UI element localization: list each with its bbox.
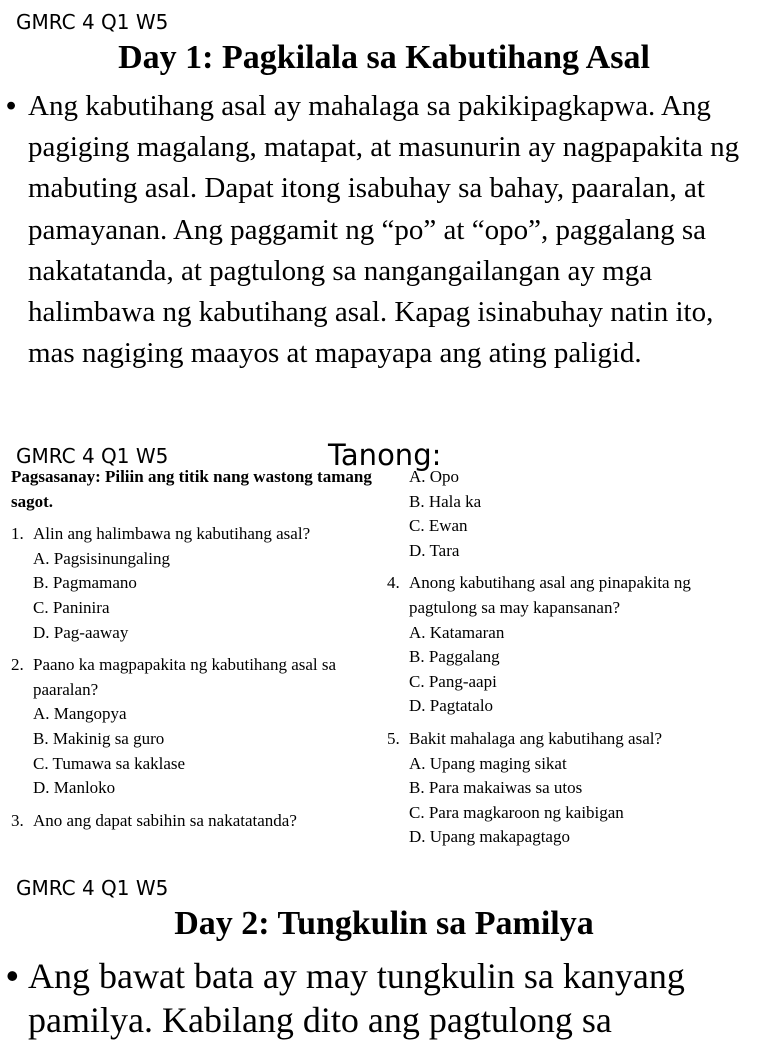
bullet-dot-icon: • xyxy=(6,90,17,122)
question-number: 4. xyxy=(387,573,400,593)
question-number: 1. xyxy=(11,524,24,544)
question-text: Alin ang halimbawa ng kabutihang asal? xyxy=(33,524,311,544)
answer-option: C. Ewan xyxy=(409,516,468,536)
question-3 xyxy=(11,809,381,834)
question-2 xyxy=(11,653,381,801)
slide-3-bullet-text: Ang bawat bata ay may tungkulin sa kanyang pamilya. Kabilang dito ang pagtulong sa xyxy=(28,956,685,1040)
answer-option: A. Opo xyxy=(409,467,460,486)
answer-option: B. Paggalang xyxy=(409,647,500,667)
answer-option: A. Pagsisinungaling xyxy=(33,548,170,568)
bullet-dot-icon: • xyxy=(6,955,19,996)
quiz-right-column xyxy=(387,465,757,858)
answer-option: A. Katamaran xyxy=(409,622,505,642)
answer-option: B. Hala ka xyxy=(409,491,482,511)
question-5 xyxy=(387,727,757,850)
question-3-options xyxy=(387,465,757,563)
slide-1-title: Day 1: Pagkilala sa Kabutihang Asal xyxy=(118,39,650,76)
slide-3-bullet xyxy=(6,954,758,1042)
answer-option: C. Pang-aapi xyxy=(409,671,497,691)
question-text: Paano ka magpapakita ng kabutihang asal sa paaralan? xyxy=(33,655,337,699)
slide-3-title: Day 2: Tungkulin sa Pamilya xyxy=(174,905,594,942)
slide-3-label: GMRC 4 Q1 W5 xyxy=(16,876,169,900)
slide-2-label: GMRC 4 Q1 W5 xyxy=(16,444,169,468)
question-number: 5. xyxy=(387,728,400,748)
answer-option: C. Paninira xyxy=(33,597,110,617)
question-text: Bakit mahalaga ang kabutihang asal? xyxy=(409,728,663,748)
question-number: 3. xyxy=(11,810,24,830)
answer-option: B. Pagmamano xyxy=(33,573,137,593)
answer-option: B. Para makaiwas sa utos xyxy=(409,778,583,798)
question-text: Ano ang dapat sabihin sa nakatatanda? xyxy=(33,810,297,830)
answer-option: A. Mangopya xyxy=(33,704,127,724)
slide-2-heading: Tanong: xyxy=(328,438,442,472)
answer-option: D. Tara xyxy=(409,540,460,560)
answer-option: B. Makinig sa guro xyxy=(33,728,165,748)
question-number: 2. xyxy=(11,655,24,675)
slide-1-bullet-text: Ang kabutihang asal ay mahalaga sa pakikipagkapwa. Ang pagiging magalang, matapat, at masunurin ay nagpapakita ng mabuting asal. Dapat itong isabuhay sa bahay, paaralan, at pamayanan. Ang paggamit ng “po” at “opo”, paggalang sa nakatatanda, at pagtulong sa nangangailangan ay mga halimbawa ng kabutihang asal. Kapag isinabuhay natin ito, mas nagiging maayos at mapayapa ang ating paligid. xyxy=(28,90,740,370)
slide-1-label: GMRC 4 Q1 W5 xyxy=(16,10,169,34)
quiz-left-column xyxy=(11,465,381,841)
answer-option: D. Pagtatalo xyxy=(409,696,494,716)
answer-option: D. Manloko xyxy=(33,778,116,798)
question-text: Anong kabutihang asal ang pinapakita ng pagtulong sa may kapansanan? xyxy=(409,573,691,617)
answer-option: C. Tumawa sa kaklase xyxy=(33,753,186,773)
answer-option: D. Pag-aaway xyxy=(33,622,129,642)
question-1 xyxy=(11,522,381,645)
answer-option: C. Para magkaroon ng kaibigan xyxy=(409,802,624,822)
slide-1-bullet xyxy=(6,86,758,374)
quiz-instructions: Pagsasanay: Piliin ang titik nang wastong tamang sagot. xyxy=(11,467,372,511)
answer-option: A. Upang maging sikat xyxy=(409,753,567,773)
question-4 xyxy=(387,571,757,719)
answer-option: D. Upang makapagtago xyxy=(409,827,570,847)
